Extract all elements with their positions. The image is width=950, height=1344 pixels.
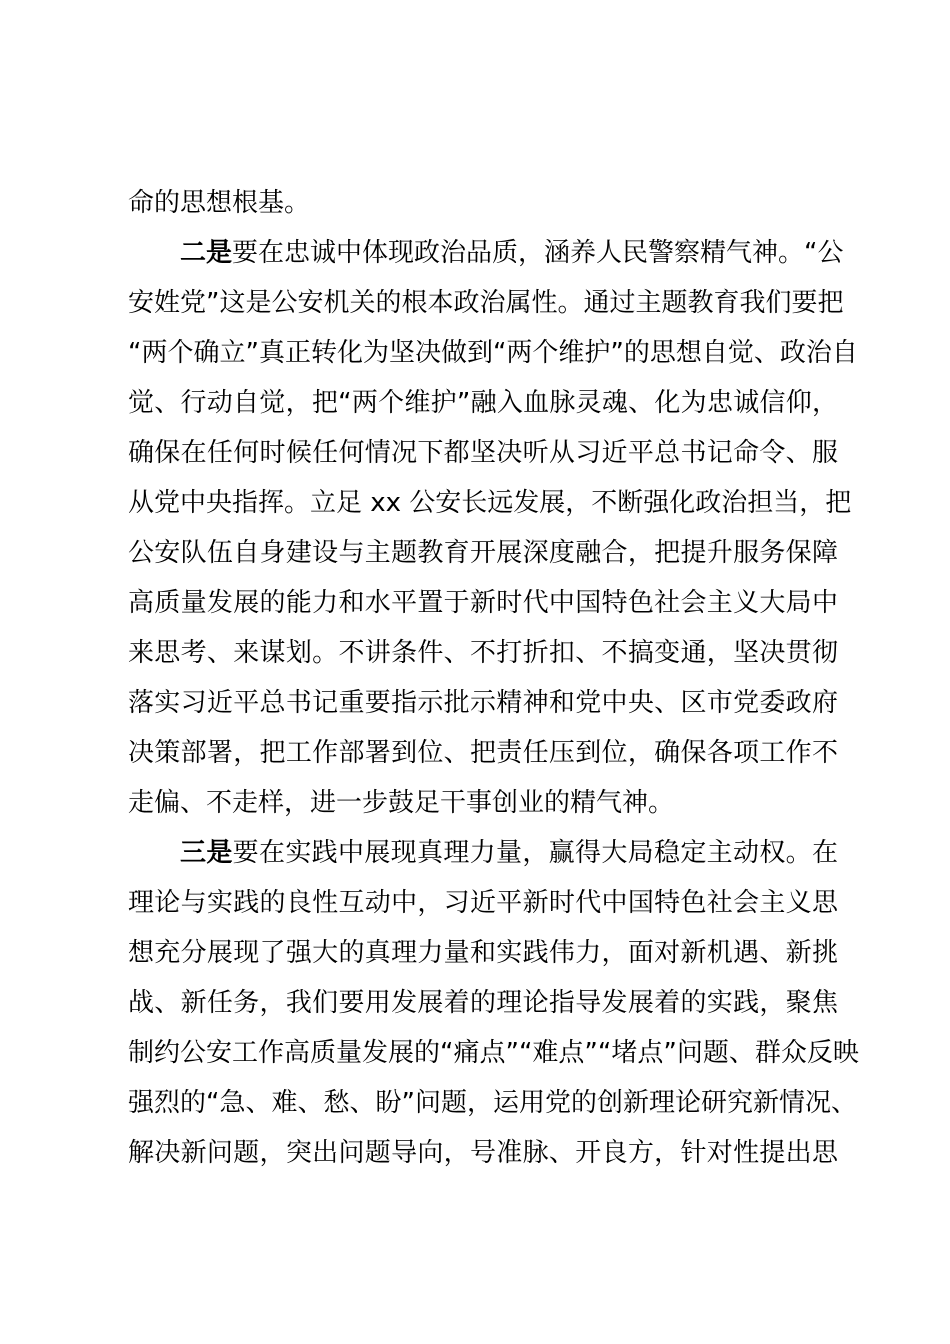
- text-line-12: [128, 728, 838, 778]
- line-text: 走偏、不走样，进一步鼓足干事创业的精气神。: [128, 788, 675, 818]
- text-line-2: [128, 228, 844, 278]
- line-text: “两个确立”真正转化为坚决做到“两个维护”的思想自觉、政治自: [128, 338, 858, 368]
- document-body: [128, 178, 859, 1178]
- paragraph-lead: 二是: [180, 238, 233, 268]
- line-text: 落实习近平总书记重要指示批示精神和党中央、区市党委政府: [128, 688, 838, 718]
- line-text: 要在实践中展现真理力量，赢得大局稳定主动权。在: [232, 838, 838, 868]
- text-line-13: [128, 778, 838, 828]
- line-text: 觉、行动自觉，把“两个维护”融入血脉灵魂、化为忠诚信仰，: [128, 388, 838, 418]
- text-line-10: [128, 628, 838, 678]
- line-text: 从党中央指挥。立足 xx 公安长远发展，不断强化政治担当，把: [128, 488, 852, 518]
- text-line-1: [128, 178, 838, 228]
- text-line-3: [128, 278, 844, 328]
- text-line-18: [128, 1028, 859, 1078]
- text-line-8: [128, 528, 838, 578]
- line-text: 战、新任务，我们要用发展着的理论指导发展着的实践，聚焦: [128, 988, 838, 1018]
- line-text: 高质量发展的能力和水平置于新时代中国特色社会主义大局中: [128, 588, 838, 618]
- line-text: 来思考、来谋划。不讲条件、不打折扣、不搞变通，坚决贯彻: [128, 638, 838, 668]
- text-line-7: [128, 478, 852, 528]
- text-line-11: [128, 678, 838, 728]
- text-line-17: [128, 978, 838, 1028]
- text-line-15: [128, 878, 838, 928]
- line-text: 解决新问题，突出问题导向，号准脉、开良方，针对性提出思: [128, 1138, 838, 1168]
- line-text: 安姓党”这是公安机关的根本政治属性。通过主题教育我们要把: [128, 288, 844, 318]
- text-line-16: [128, 928, 838, 978]
- line-text: 命的思想根基。: [128, 188, 311, 218]
- line-text: 强烈的“急、难、愁、盼”问题，运用党的创新理论研究新情况、: [128, 1088, 857, 1118]
- text-line-14: [128, 828, 838, 878]
- line-text: 理论与实践的良性互动中，习近平新时代中国特色社会主义思: [128, 888, 838, 918]
- line-text: 确保在任何时候任何情况下都坚决听从习近平总书记命令、服: [128, 438, 838, 468]
- line-text: 公安队伍自身建设与主题教育开展深度融合，把提升服务保障: [128, 538, 838, 568]
- text-line-5: [128, 378, 838, 428]
- line-text: 决策部署，把工作部署到位、把责任压到位，确保各项工作不: [128, 738, 838, 768]
- line-text: 制约公安工作高质量发展的“痛点”“难点”“堵点”问题、群众反映: [128, 1038, 859, 1068]
- line-text: 要在忠诚中体现政治品质，涵养人民警察精气神。“公: [232, 238, 844, 268]
- text-line-6: [128, 428, 838, 478]
- paragraph-lead: 三是: [180, 838, 233, 868]
- text-line-20: [128, 1128, 838, 1178]
- text-line-4: [128, 328, 858, 378]
- text-line-9: [128, 578, 838, 628]
- line-text: 想充分展现了强大的真理力量和实践伟力，面对新机遇、新挑: [128, 938, 838, 968]
- text-line-19: [128, 1078, 857, 1128]
